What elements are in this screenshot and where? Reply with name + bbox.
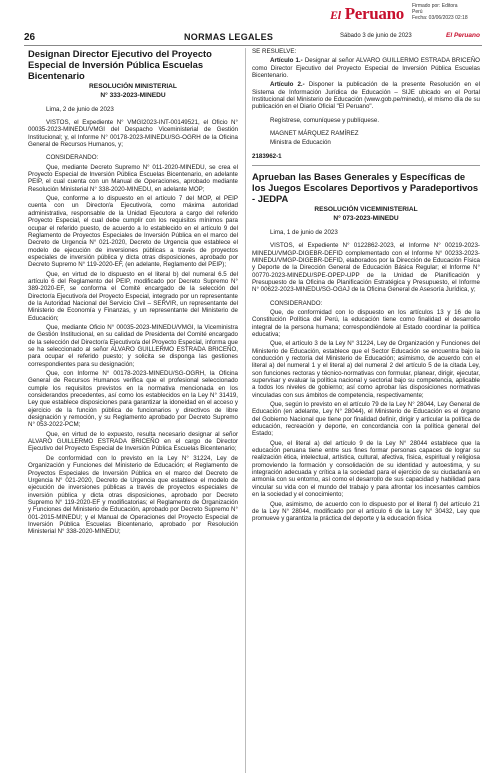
resolution-number: N° 333-2023-MINEDU — [100, 92, 166, 100]
document-id: 2183962-1 — [252, 152, 282, 160]
paragraph: Que, de conformidad con lo dispuesto en los artículos 13 y 16 de la Constitución Política del Perú, la educación tiene como finalidad el desarrollo integral de la persona humana; correspondiéndole al Estado coordinar la política educativa; — [252, 308, 480, 338]
separator-rule — [252, 165, 480, 166]
section-title: NORMAS LEGALES — [184, 32, 274, 42]
paragraph: Que, conforme a lo dispuesto en el artículo 7 del MOP, el PEIP cuenta con un Director/a Ejecutivo/a, como máxima autoridad administrativa, responsable de la Unidad Ejecutora a cargo del referido Proyecto Especial, el cual debe cumplir con los requisitos mínimos para ocupar el referido puesto, de acuerdo a lo establecido en el artículo 9 del Reglamento de Proyectos Especiales de Inversión Pública en el marco del Decreto de Urgencia N° 021-2020, Decreto de Urgencia que establece el modelo de ejecución de inversiones públicas a través de proyectos especiales de inversión pública y dicta otras disposiciones, aprobado por Decreto Supremo N° 119-2020-EF, (en adelante, Reglamento del PEIP); — [28, 195, 238, 269]
paragraph: De conformidad con lo previsto en la Ley N° 31224, Ley de Organización y Funciones del Ministerio de Educación; el Reglamento de Proyectos Especiales de Inversión Pública en el marco del Decreto de Urgencia N° 021-2020, Decreto de Urgencia que establece el modelo de ejecución de inversiones públicas a través de proyectos especiales de inversión pública y dicta otras disposiciones, aprobado por Decreto Supremo N° 119-2020-EF y modificatorias; el Reglamento de Organización y Funciones del Ministerio de Educación, aprobado por Decreto Supremo N° 001-2015-MINEDU; y el Manual de Operaciones del Proyecto Especial de Inversión Pública Escuelas Bicentenario, aprobado por Resolución Ministerial N° 338-2020-MINEDU; — [28, 454, 238, 536]
stamp-line: Firmado por: Editora — [412, 3, 458, 9]
el-peruano-logo — [330, 4, 404, 24]
paragraph: Que, el literal a) del artículo 9 de la Ley N° 28044 establece que la educación peruana tiene entre sus fines formar personas capaces de lograr su realización ética, intelectual, artística, cultural, afectiva, física, espiritual y religiosa promoviendo la formación y consolidación de su identidad y autoestima, y su integración adecuada y crítica a la sociedad para el ejercicio de su ciudadanía en armonía con su entorno, así como el desarrollo de sus capacidad y habilidad para vincular su vida con el mundo del trabajo y para afrontar los incesantes cambios en la sociedad y el conocimiento; — [252, 439, 480, 499]
paragraph: Que, mediante Decreto Supremo N° 011-2020-MINEDU, se crea el Proyecto Especial de Inversión Pública Escuelas Bicentenario, en adelante PEIP, el cual cuenta con un Manual de Operaciones, aprobado mediante Resolución Ministerial N° 338-2020-MINEDU, en adelante MOP; — [28, 163, 238, 193]
page-header — [24, 32, 482, 46]
right-column — [252, 48, 480, 525]
paragraph: Que, el artículo 3 de la Ley N° 31224, Ley de Organización y Funciones del Ministerio de Educación, establece que el Sector Educación se encuentra bajo la conducción y rectoría del Ministerio de Educación; asimismo, de acuerdo con el literal a) del numeral 1 y el literal a) del numeral 2 del artículo 5 de la citada Ley, son funciones rectoras y técnico-normativas con formular, planear, dirigir, ejecutar, supervisar y evaluar la política nacional y sectorial bajo su competencia, aplicable a todos los niveles de gobierno; así como aprobar las disposiciones normativas vinculadas con sus ámbitos de competencia, respectivamente; — [252, 340, 480, 399]
article-2-label: Artículo 2.- — [270, 81, 305, 89]
paragraph: VISTOS, el Expediente N° 0122862-2023, el Informe N° 00219-2023-MINEDU/VMGP-DIGEBR-DEFID complementado con el Informe N° 00233-2023-MINEDU/VMGP-DIGEBR-DEFID, elaborados por la Dirección de Educación Física y Deporte de la Dirección General de Educación Básica Regular; el Informe N° 00770-2023-MINEDU/SPE-OPEP-UPP de la Unidad de Planificación y Presupuesto de la Oficina de Planificación Estratégica y Presupuesto, el Informe N° 00622-2023-MINEDU/SG-OGAJ de la Oficina General de Asesoría Jurídica, y; — [252, 242, 480, 294]
paragraph: Que, en virtud de lo expuesto, resulta necesario designar al señor ALVARO GUILLERMO ESTRADA BRICEÑO en el cargo de Director Ejecutivo del Proyecto Especial de Inversión Pública Escuelas Bicentenario; — [28, 430, 238, 453]
masthead — [0, 0, 489, 28]
date-line: Lima, 1 de junio de 2023 — [270, 228, 338, 236]
paragraph: Que, con Informe N° 00178-2023-MINEDU/SG-OGRH, la Oficina General de Recursos Humanos verifica que el profesional seleccionado cumple los requisitos previstos en la normativa mencionada en los considerandos precedentes, así como los establecidos en la Ley N° 31419, Ley que establece disposiciones para garantizar la idoneidad en el acceso y ejercicio de la función pública de funcionarios y directivos de libre designación y remoción, y su Reglamento aprobado por Decreto Supremo N° 053-2022-PCM; — [28, 370, 238, 429]
article-1-text: Designar al señor ALVARO GUILLERMO ESTRADA BRICEÑO como Director Ejecutivo del Proyecto Especial de Inversión Pública Escuelas Bicentenario. — [252, 57, 480, 80]
digital-signature-stamp — [412, 3, 468, 21]
signer-role: Ministra de Educación — [270, 139, 331, 147]
paragraph: Que, mediante Oficio N° 00035-2023-MINEDU/VMGI, la Viceministra de Gestión Institucional, en su calidad de Presidenta del Comité encargado de la selección del Director/a Ejecutivo/a del Proyecto Especial, informa que se ha seleccionado al señor ALVARO GUILLERMO ESTRADA BRICEÑO, para ocupar el referido puesto; y solicita se disponga las gestiones correspondientes para su designación; — [28, 323, 238, 368]
header-brand: El Peruano — [446, 32, 480, 39]
paragraph: Que, según lo previsto en el artículo 79 de la Ley N° 28044, Ley General de Educación (en adelante, Ley N° 28044), el Ministerio de Educación es el órgano del Gobierno Nacional que tiene por finalidad definir, dirigir y articular la política de educación, recreación y deporte, en concordancia con la política general del Estado; — [252, 401, 480, 438]
paragraph: VISTOS, el Expediente N° VMGI2023-INT-00149521, el Oficio N° 00035-2023-MINEDU/VMGI del Despacho Viceministerial de Gestión Institucional; y, el Informe N° 00178-2023-MINEDU/SG-OGRH de la Oficina General de Recursos Humanos, y; — [28, 119, 238, 149]
column-divider — [245, 48, 246, 773]
article-title: Aprueban las Bases Generales y Específicas de los Juegos Escolares Deportivos y Paradeportivos - JEDPA — [252, 171, 479, 205]
stamp-line: Perú — [412, 9, 423, 15]
signer-name: MAGNET MÁRQUEZ RAMÍREZ — [270, 130, 359, 138]
section-heading: CONSIDERANDO: — [270, 299, 323, 307]
left-column — [28, 48, 238, 538]
resolution-type: RESOLUCIÓN VICEMINISTERIAL — [314, 206, 418, 214]
page-number: 26 — [24, 32, 36, 43]
paragraph: Que, en virtud de lo dispuesto en el literal b) del numeral 6.5 del artículo 6 del Reglamento del PEIP, modificado por Decreto Supremo N° 389-2020-EF, se conforma el Comité encargado de la selección del Director/a Ejecutivo/a del Proyecto Especial, integrado por un representante de la Autoridad Nacional del Servicio Civil – SERVIR, un representante del Ministerio de Economía y Finanzas, y un representante del Ministerio de Educación; — [28, 270, 238, 322]
article-2-text: Disponer la publicación de la presente Resolución en el Sistema de Información Jurídica de Educación – SIJE ubicado en el Portal Institucional del Ministerio de Educación (www.gob.pe/minedu), el mismo día de su publicación en el Diario Oficial "El Peruano". — [252, 81, 480, 111]
section-heading: CONSIDERANDO: — [46, 154, 99, 162]
issue-date: Sábado 3 de junio de 2023 — [340, 33, 412, 39]
article-title: Designan Director Ejecutivo del Proyecto Especial de Inversión Pública Escuelas Bicentenario — [28, 48, 212, 81]
logo-prefix: El — [330, 8, 341, 22]
closing-formula: Regístrese, comuníquese y publíquese. — [270, 116, 380, 124]
paragraph: Que, asimismo, de acuerdo con lo dispuesto por el literal f) del artículo 21 de la Ley N° 28044, modificado por el artículo 6 de la Ley N° 30432, Ley que promueve y garantiza la práctica del deporte y la educación física — [252, 500, 480, 523]
resolution-number: N° 073-2023-MINEDU — [333, 215, 399, 223]
date-line: Lima, 2 de junio de 2023 — [46, 105, 114, 113]
resolution-type: RESOLUCIÓN MINISTERIAL — [89, 83, 177, 90]
stamp-line: Fecha: 03/06/2023 02:18 — [412, 15, 468, 21]
article-1-label: Artículo 1.- — [270, 57, 303, 65]
resolves-heading: SE RESUELVE: — [252, 48, 297, 55]
logo-name: Peruano — [344, 4, 404, 23]
